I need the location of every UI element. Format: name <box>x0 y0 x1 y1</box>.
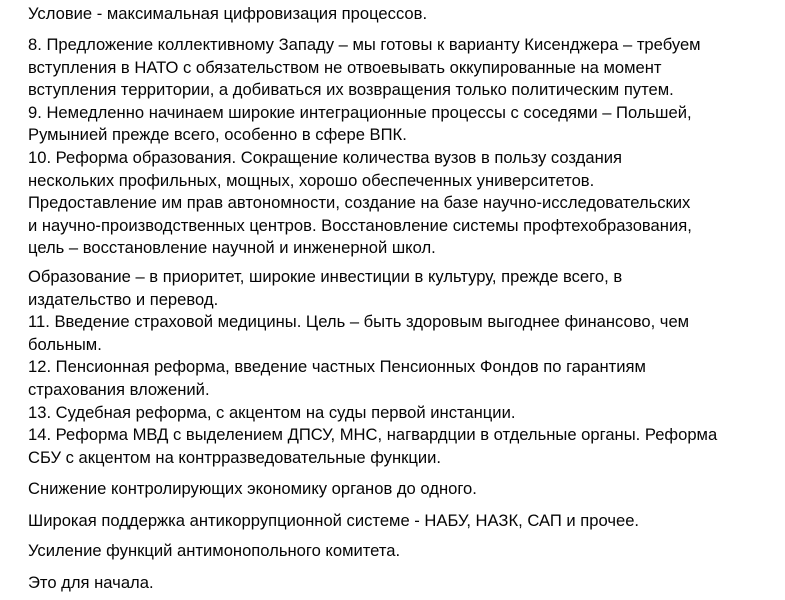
text-line: Снижение контролирующих экономику органов до одного. <box>28 479 477 498</box>
paragraph-intro <box>28 3 778 26</box>
paragraph-anticorruption <box>28 510 778 533</box>
paragraph-points-11-14 <box>28 266 778 469</box>
text-line: нескольких профильных, мощных, хорошо обеспеченных университетов. <box>28 170 595 190</box>
text-line: Это для начала. <box>28 573 154 592</box>
text-line: издательство и перевод. <box>28 289 219 309</box>
text-line: страхования вложений. <box>28 379 210 399</box>
text-line: 14. Реформа МВД с выделением ДПСУ, МНС, нагвардции в отдельные органы. Реформа <box>28 425 718 445</box>
paragraph-antimonopoly <box>28 540 778 563</box>
text-line: СБУ с акцентом на контрразведовательные функции. <box>28 447 442 467</box>
text-line: больным. <box>28 334 102 354</box>
text-line: 8. Предложение коллективному Западу – мы готовы к варианту Кисенджера – требуем <box>28 35 701 54</box>
text-line: цель – восстановление научной и инженерной школ. <box>28 238 436 258</box>
text-line: Условие - максимальная цифровизация процессов. <box>28 4 428 23</box>
paragraph-control-bodies <box>28 478 778 501</box>
text-line: Широкая поддержка антикоррупционной системе - НАБУ, НАЗК, САП и прочее. <box>28 511 640 530</box>
text-line: 10. Реформа образования. Сокращение количества вузов в пользу создания <box>28 147 623 167</box>
text-line: Усиление функций антимонопольного комитета. <box>28 541 401 560</box>
text-line: Предоставление им прав автономности, создание на базе научно-исследовательских <box>28 193 691 213</box>
paragraph-points-8-10 <box>28 34 778 260</box>
text-line: 13. Судебная реформа, с акцентом на суды первой инстанции. <box>28 402 516 422</box>
text-line: Румынией прежде всего, особенно в сфере ВПК. <box>28 125 407 145</box>
text-line: вступления территории, а добиваться их возвращения только политическим путем. <box>28 80 674 100</box>
paragraph-closing <box>28 572 778 595</box>
text-line: и научно-производственных центров. Восстановление системы профтехобразования, <box>28 215 692 235</box>
text-line: 11. Введение страховой медицины. Цель – быть здоровым выгоднее финансово, чем <box>28 312 690 332</box>
text-line: Образование – в приоритет, широкие инвестиции в культуру, прежде всего, в <box>28 267 623 286</box>
text-line: 12. Пенсионная реформа, введение частных Пенсионных Фондов по гарантиям <box>28 357 646 377</box>
text-line: 9. Немедленно начинаем широкие интеграционные процессы с соседями – Польшей, <box>28 102 692 122</box>
text-line: вступления в НАТО с обязательством не отвоевывать оккупированные на момент <box>28 57 662 77</box>
